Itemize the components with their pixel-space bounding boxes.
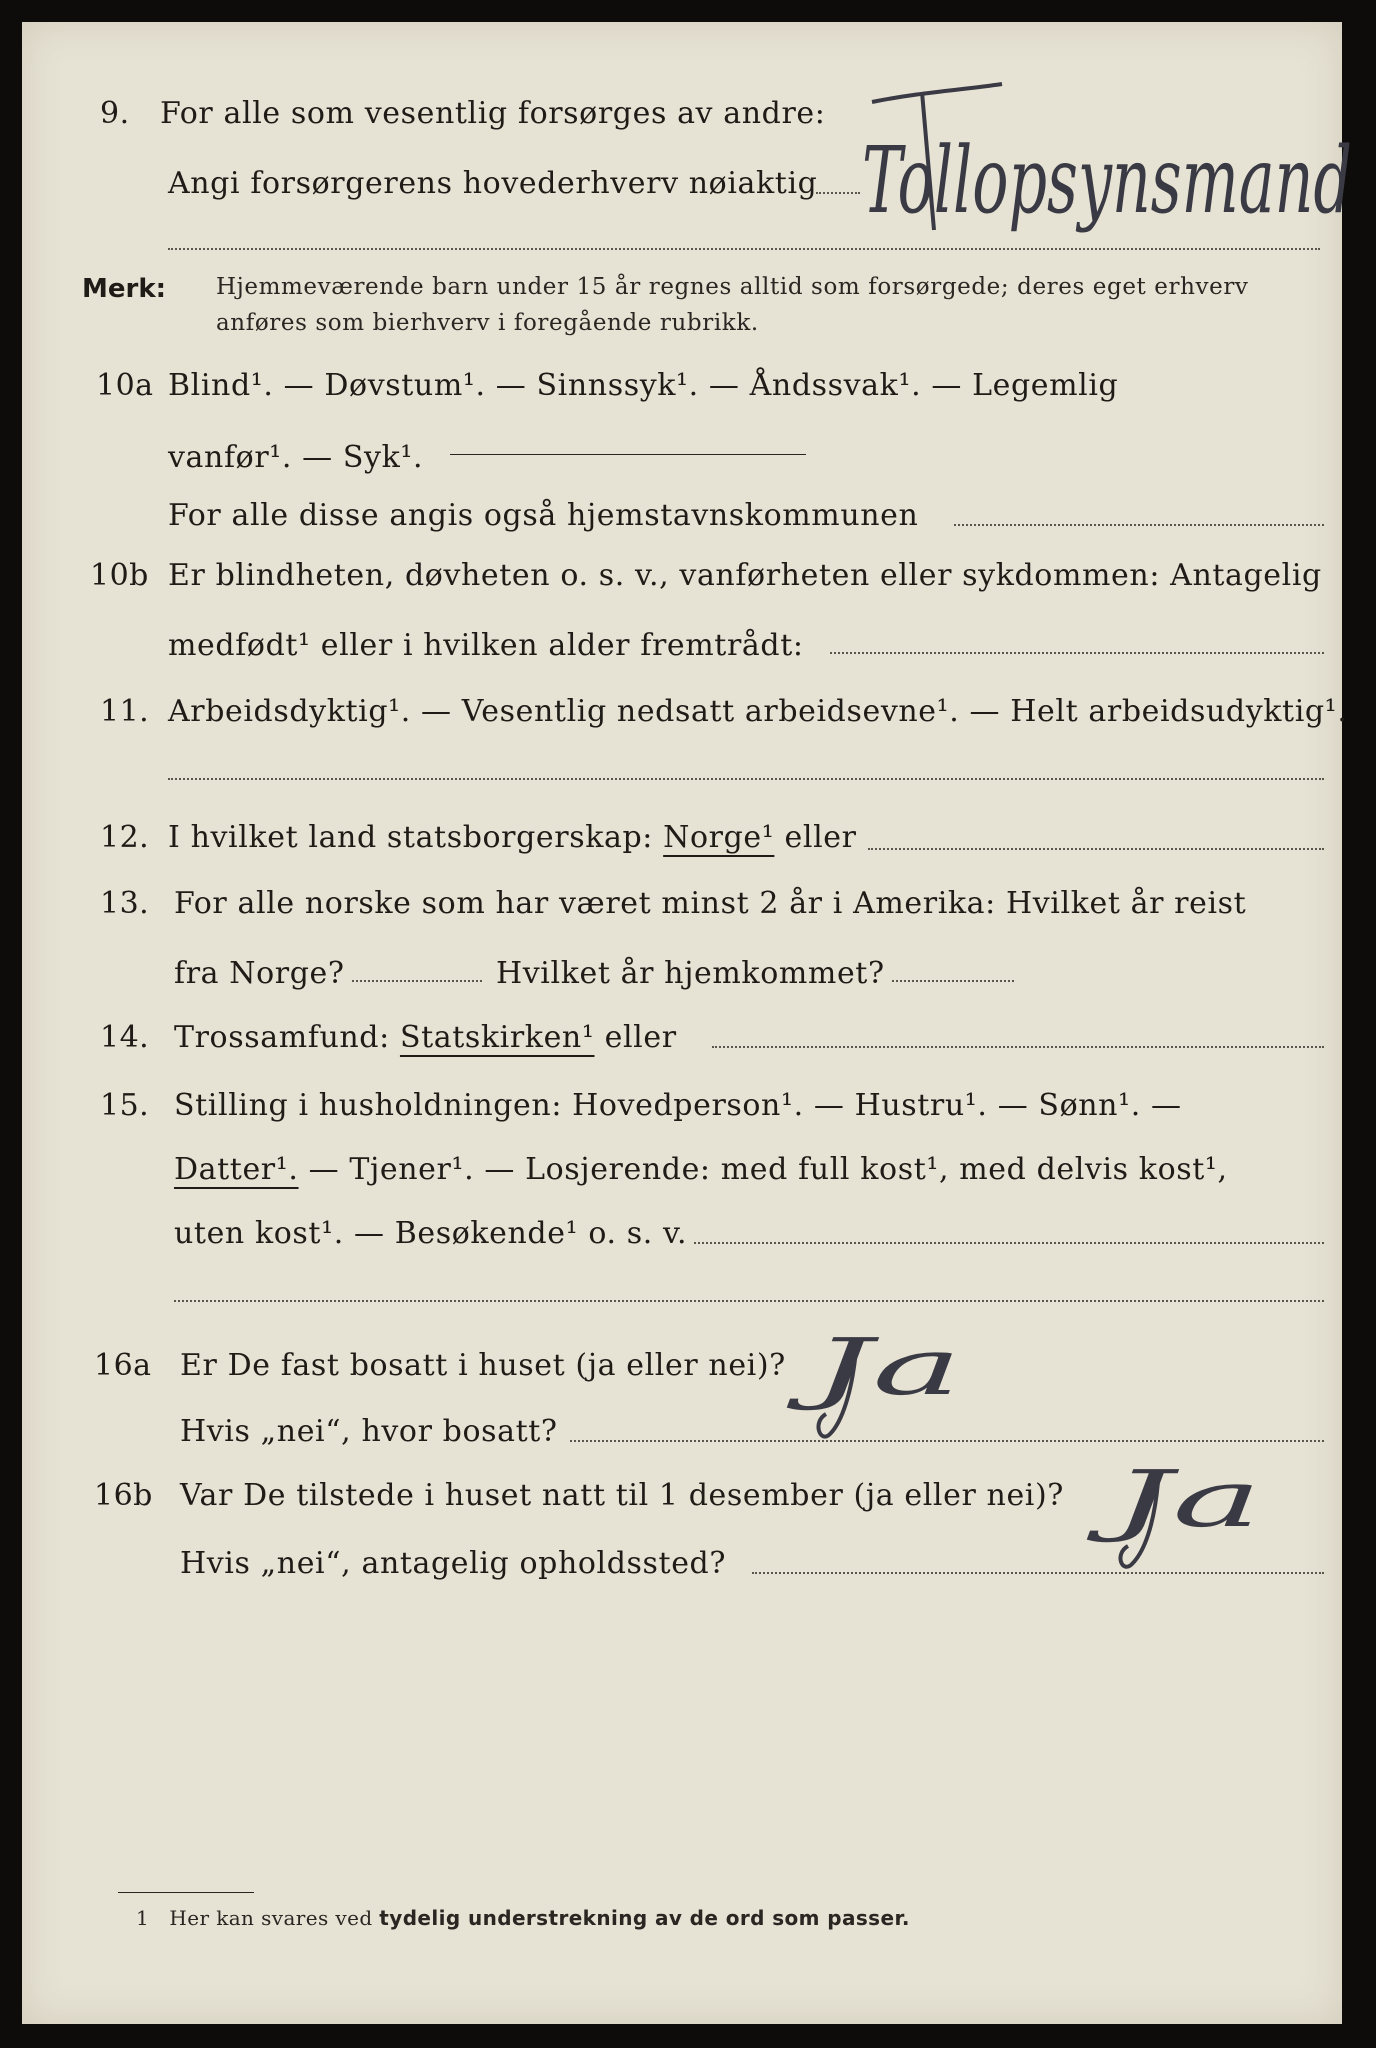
handwritten-answer-16a (785, 1322, 1012, 1452)
merk-label: Merk: (82, 274, 167, 304)
item-15-line2 (174, 1152, 1228, 1187)
item-12-number: 12. (100, 820, 150, 855)
item-14-line (174, 1020, 677, 1055)
footnote-rule (118, 1892, 254, 1893)
item-16b-followup: Hvis „nei“, antagelig opholdssted? (180, 1546, 727, 1581)
item-12-underlined-answer: Norge¹ (663, 820, 775, 855)
item-15-number: 15. (100, 1088, 150, 1123)
item-12-line (168, 820, 857, 855)
footnote (136, 1906, 910, 1930)
census-form-page (22, 22, 1352, 2024)
handwritten-answer-16b-text: Ja (1085, 1455, 1262, 1545)
item-13-line1: For alle norske som har været minst 2 år i Amerika: Hvilket år reist (174, 886, 1247, 921)
item-10a-line2: vanfør¹. — Syk¹. (168, 440, 424, 475)
handwritten-occupation (862, 62, 1376, 272)
item-16a-followup: Hvis „nei“, hvor bosatt? (180, 1414, 558, 1449)
item-15-line2-rest: — Tjener¹. — Losjerende: med full kost¹, med delvis kost¹, (308, 1152, 1228, 1187)
item-14-underlined-answer: Statskirken¹ (399, 1020, 595, 1055)
item-10b-line1: Er blindheten, døvheten o. s. v., vanførheten eller sykdommen: Antagelig (168, 558, 1322, 593)
item-15-line1: Stilling i husholdningen: Hovedperson¹. — Hustru¹. — Sønn¹. — (174, 1088, 1182, 1123)
item-9-number: 9. (100, 96, 130, 131)
merk-note-line2: anføres som bierhverv i foregående rubrikk. (216, 310, 759, 336)
dotted-answer-line (712, 1046, 1324, 1048)
item-11-number: 11. (100, 694, 150, 729)
item-9-instruction: Angi forsørgerens hovederhverv nøiaktig (168, 166, 818, 201)
dotted-answer-line (168, 778, 1324, 780)
item-11-line1: Arbeidsdyktig¹. — Vesentlig nedsatt arbeidsevne¹. — Helt arbeidsudyktig¹. (168, 694, 1348, 729)
merk-note-line1: Hjemmeværende barn under 15 år regnes alltid som forsørgede; deres eget erhverv (216, 274, 1249, 300)
item-10a-number: 10a (96, 368, 154, 403)
item-16b-question: Var De tilstede i huset natt til 1 desember (ja eller nei)? (180, 1478, 1064, 1513)
item-13-return-question: Hvilket år hjemkommet? (496, 956, 885, 991)
answer-line (450, 454, 806, 455)
item-13-departure-question: fra Norge? (174, 956, 345, 991)
item-14-question: Trossamfund: (174, 1020, 390, 1055)
item-12-suffix: eller (784, 820, 857, 855)
footnote-text-bold: tydelig understrekning av de ord som passer. (379, 1906, 910, 1930)
handwritten-answer-16a-text: Ja (785, 1323, 962, 1413)
handwritten-occupation-text: Tollopsynsmand (862, 127, 1352, 234)
footnote-text-plain: Her kan svares ved (169, 1906, 373, 1930)
dotted-answer-line (892, 980, 1014, 982)
item-10a-line3: For alle disse angis også hjemstavnskommunen (168, 498, 919, 533)
item-16b-number: 16b (94, 1478, 153, 1513)
item-9-question: For alle som vesentlig forsørges av andre: (160, 96, 826, 131)
item-15-underlined-answer: Datter¹. (174, 1152, 299, 1187)
item-14-suffix: eller (604, 1020, 677, 1055)
dotted-answer-line (694, 1242, 1324, 1244)
footnote-marker: 1 (136, 1906, 150, 1930)
dotted-answer-line (174, 1300, 1324, 1302)
dotted-answer-line (352, 980, 482, 982)
item-12-question: I hvilket land statsborgerskap: (168, 820, 653, 855)
dotted-answer-line (868, 848, 1324, 850)
item-15-line3: uten kost¹. — Besøkende¹ o. s. v. (174, 1216, 688, 1251)
item-16a-number: 16a (94, 1348, 152, 1383)
dotted-fill-line (816, 192, 860, 194)
handwritten-answer-16b (1085, 1455, 1312, 1586)
dotted-answer-line (954, 524, 1324, 526)
dotted-answer-line (830, 652, 1324, 654)
item-10a-line1: Blind¹. — Døvstum¹. — Sinnssyk¹. — Åndssvak¹. — Legemlig (168, 368, 1119, 403)
item-10b-number: 10b (90, 558, 149, 593)
item-10b-line2: medfødt¹ eller i hvilken alder fremtrådt: (168, 628, 804, 663)
item-13-number: 13. (100, 886, 150, 921)
item-16a-question: Er De fast bosatt i huset (ja eller nei)? (180, 1348, 786, 1383)
item-14-number: 14. (100, 1020, 150, 1055)
